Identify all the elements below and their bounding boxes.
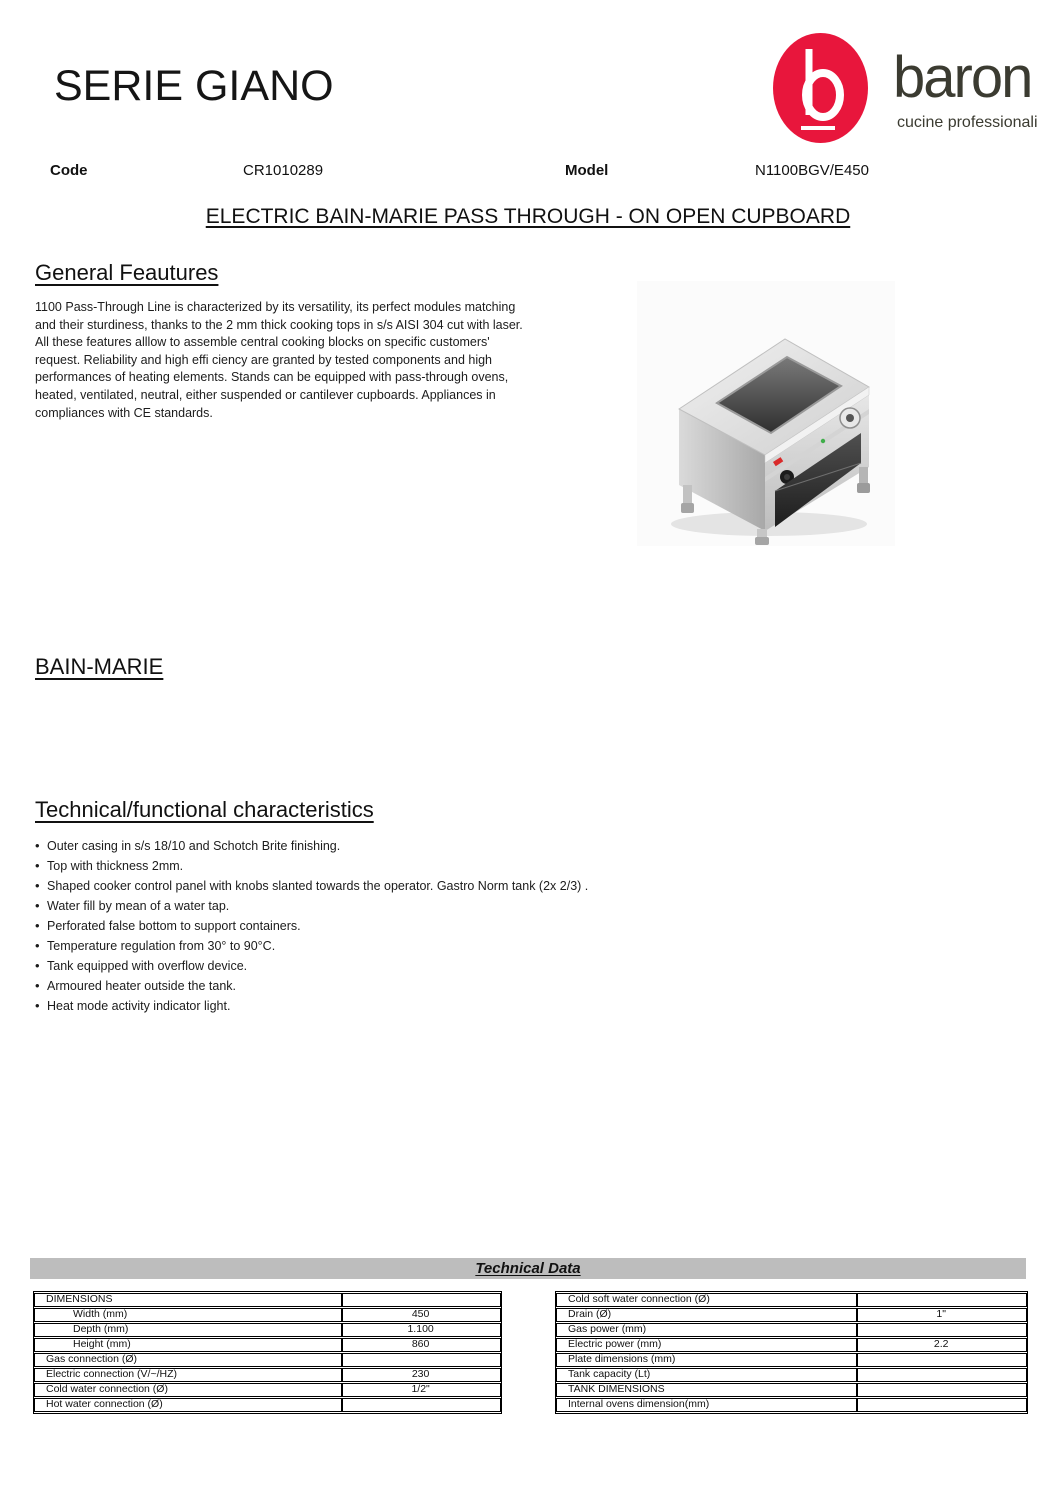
row-label: Electric connection (V/~/HZ) [34, 1368, 342, 1382]
technical-characteristics-list [35, 836, 595, 1016]
list-item: • Heat mode activity indicator light. [35, 996, 595, 1016]
row-value: 230 [342, 1368, 501, 1382]
row-value [342, 1353, 501, 1367]
model-label: Model [565, 162, 609, 179]
table-row [556, 1338, 1027, 1352]
row-label: Height (mm) [34, 1338, 342, 1352]
row-value: 1/2" [342, 1383, 501, 1397]
list-item: • Top with thickness 2mm. [35, 856, 595, 876]
table-row [34, 1398, 501, 1412]
table-row [556, 1398, 1027, 1412]
row-label: Gas connection (Ø) [34, 1353, 342, 1367]
product-heading: ELECTRIC BAIN-MARIE PASS THROUGH - ON OPEN CUPBOARD [205, 205, 851, 228]
general-features-heading: General Feautures [35, 260, 219, 285]
list-item: • Perforated false bottom to support containers. [35, 916, 595, 936]
list-item: • Armoured heater outside the tank. [35, 976, 595, 996]
table-row [556, 1323, 1027, 1337]
row-value: 1" [857, 1308, 1027, 1322]
row-label: Cold water connection (Ø) [34, 1383, 342, 1397]
row-value: 450 [342, 1308, 501, 1322]
row-label: Tank capacity (Lt) [556, 1368, 857, 1382]
row-label: Hot water connection (Ø) [34, 1398, 342, 1412]
row-label: Gas power (mm) [556, 1323, 857, 1337]
code-label: Code [50, 162, 88, 179]
row-value: 1.100 [342, 1323, 501, 1337]
row-label: Internal ovens dimension(mm) [556, 1398, 857, 1412]
row-label: Depth (mm) [34, 1323, 342, 1337]
table-row [34, 1353, 501, 1367]
model-value: N1100BGV/E450 [755, 162, 869, 179]
row-value [857, 1323, 1027, 1337]
table-row [34, 1338, 501, 1352]
table-row [556, 1308, 1027, 1322]
product-heading-row [0, 205, 1056, 229]
table-row [556, 1353, 1027, 1367]
list-item: • Tank equipped with overflow device. [35, 956, 595, 976]
row-value [342, 1293, 501, 1307]
row-value [857, 1353, 1027, 1367]
table-row [556, 1293, 1027, 1307]
row-value [857, 1368, 1027, 1382]
row-label: TANK DIMENSIONS [556, 1383, 857, 1397]
list-item: • Water fill by mean of a water tap. [35, 896, 595, 916]
table-row [556, 1368, 1027, 1382]
row-label: Electric power (mm) [556, 1338, 857, 1352]
row-value: 2.2 [857, 1338, 1027, 1352]
general-features-text: 1100 Pass-Through Line is characterized by its versatility, its perfect modules matching and their sturdiness, thanks to the 2 mm thick cooking tops in s/s AISI 304 cut with laser. All these features alllow to assemble central cooking blocks on specific customers' request. Reliability and high effi ciency are granted by tested components and high performances of heating elements. Stands can be equipped with pass-through ovens, heated, ventilated, neutral, either suspended or cantilever cupboards. Appliances in compliances with CE standards. [35, 300, 523, 420]
row-label: Width (mm) [34, 1308, 342, 1322]
technical-data-banner [30, 1258, 1026, 1279]
table-row [556, 1383, 1027, 1397]
bain-marie-heading: BAIN-MARIE [35, 654, 164, 679]
list-item: • Outer casing in s/s 18/10 and Schotch Brite finishing. [35, 836, 595, 856]
bain-marie-illustration [637, 281, 895, 546]
list-item: • Shaped cooker control panel with knobs slanted towards the operator. Gastro Norm tank (2x 2/3) . [35, 876, 595, 896]
technical-data-heading: Technical Data [475, 1260, 581, 1277]
connections-table [555, 1291, 1028, 1414]
row-value: 860 [342, 1338, 501, 1352]
row-value [342, 1398, 501, 1412]
row-value [857, 1398, 1027, 1412]
dimensions-table [33, 1291, 502, 1414]
technical-characteristics-heading: Technical/functional characteristics [35, 797, 374, 822]
row-value [857, 1383, 1027, 1397]
table-row [34, 1308, 501, 1322]
baron-tagline: cucine professionali [897, 114, 1038, 131]
list-item: • Temperature regulation from 30° to 90°C. [35, 936, 595, 956]
baron-logo-icon [773, 33, 868, 143]
table-row [34, 1383, 501, 1397]
code-model-row [0, 162, 1056, 182]
baron-wordmark: baron [893, 45, 1032, 110]
table-row [34, 1368, 501, 1382]
row-label: DIMENSIONS [34, 1293, 342, 1307]
table-row [34, 1323, 501, 1337]
row-label: Drain (Ø) [556, 1308, 857, 1322]
code-value: CR1010289 [243, 162, 324, 179]
row-value [857, 1293, 1027, 1307]
row-label: Cold soft water connection (Ø) [556, 1293, 857, 1307]
row-label: Plate dimensions (mm) [556, 1353, 857, 1367]
product-photo [637, 281, 895, 546]
baron-b-icon [773, 33, 868, 143]
page-title: SERIE GIANO [54, 62, 334, 110]
table-row [34, 1293, 501, 1307]
